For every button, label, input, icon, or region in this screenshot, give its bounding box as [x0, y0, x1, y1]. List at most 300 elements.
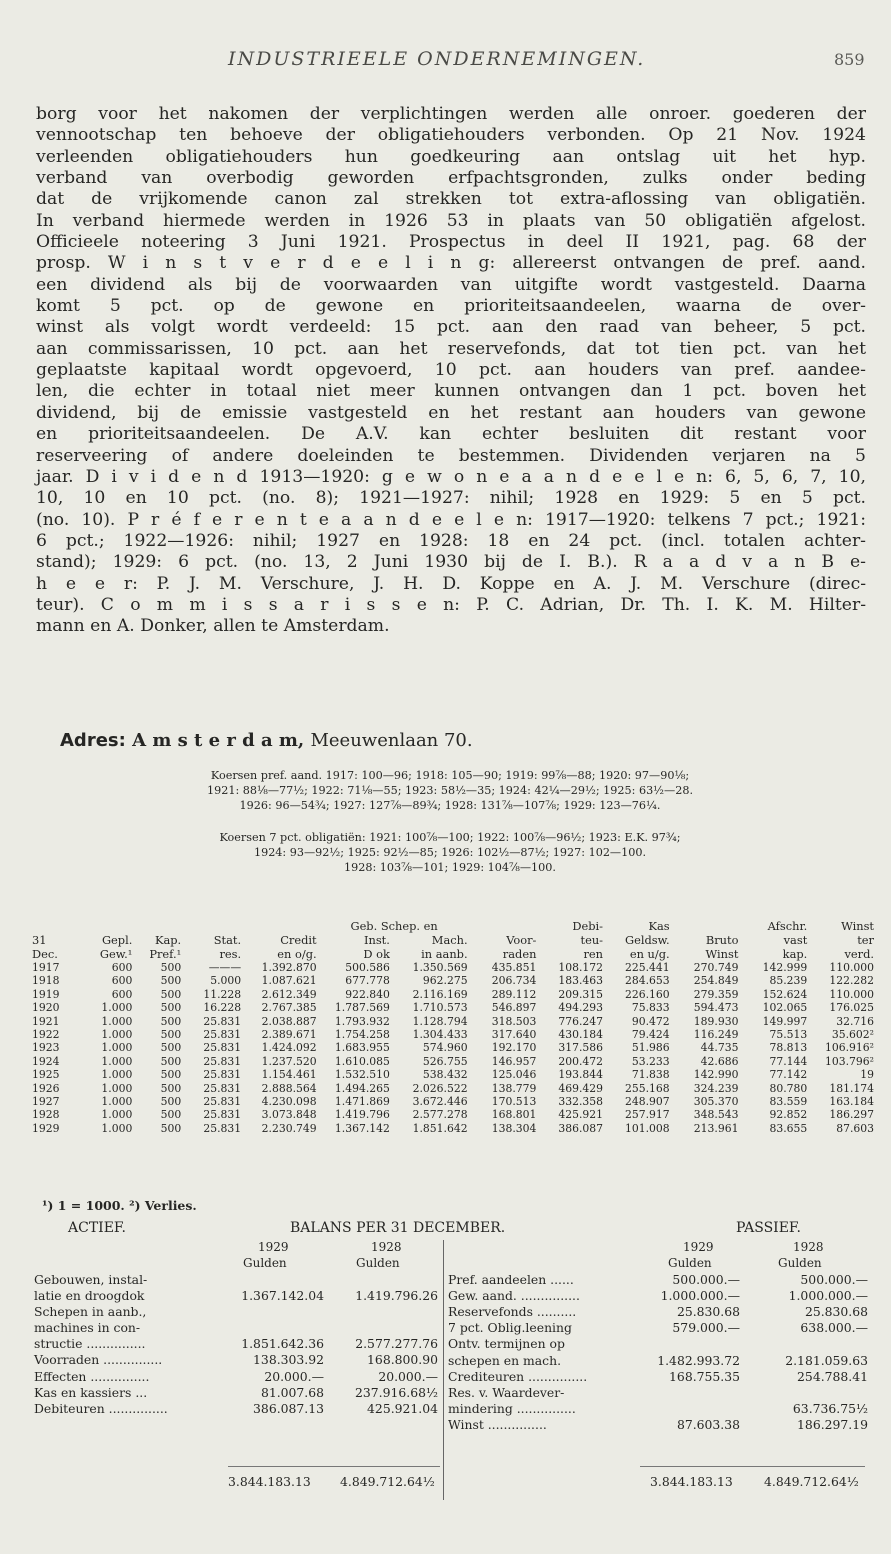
left-unit-1928: Gulden: [356, 1256, 400, 1270]
table-cell: 106.916²: [825, 1041, 874, 1055]
body-line: borg voor het nakomen der verplichtingen werden alle onroer. goederen der: [36, 104, 866, 124]
table-cell: 79.424: [631, 1028, 670, 1042]
balance-row-label: Reservefonds ..........: [448, 1304, 577, 1320]
table-cell: 83.655: [769, 1121, 808, 1135]
price-line: 1926: 96—54¾; 1927: 127⅞—89¾; 1928: 131⅞—107⅞; 1929: 123—76¼.: [239, 799, 661, 812]
table-cell: 16.228: [203, 1001, 242, 1015]
table-cell: 168.801: [491, 1108, 537, 1122]
balance-row-label: Winst ...............: [448, 1416, 547, 1432]
table-header-cell: Bruto: [705, 933, 739, 947]
table-cell: 110.000: [829, 961, 874, 974]
table-row: [30, 1028, 876, 1041]
table-header-cell: ter: [857, 933, 874, 947]
table-header-cell: Gepl.: [101, 933, 133, 947]
table-cell: 1.419.796: [334, 1108, 390, 1122]
table-row: [30, 1015, 876, 1028]
table-cell: 1920: [32, 1001, 60, 1015]
table-cell: 51.986: [631, 1041, 670, 1055]
left-year-1928: 1928: [371, 1240, 402, 1254]
balance-row-value-1929: 1.000.000.—: [660, 1288, 740, 1304]
balance-row-value-1928: 500.000.—: [800, 1272, 868, 1288]
table-cell: 3.073.848: [261, 1108, 317, 1122]
table-cell: 1.471.869: [334, 1095, 390, 1109]
table-cell: 1.793.932: [334, 1014, 390, 1028]
balance-row-value-1929: 168.755.35: [669, 1368, 740, 1384]
table-cell: 1.087.621: [261, 974, 317, 988]
table-cell: 600: [111, 987, 133, 1001]
table-row: [30, 961, 876, 974]
table-cell: 1917: [32, 961, 60, 974]
table-cell: 146.957: [491, 1054, 537, 1068]
balance-row-value-1929: 138.303.92: [253, 1352, 324, 1368]
table-cell: 116.249: [693, 1028, 739, 1042]
table-cell: 538.432: [422, 1068, 468, 1082]
table-header-cell: in aanb.: [421, 947, 468, 961]
balance-row: [448, 1417, 868, 1433]
right-unit-1929: Gulden: [668, 1256, 712, 1270]
body-line: prosp. W i n s t v e r d e e l i n g: allereerst ontvangen de pref. aand.: [36, 253, 866, 274]
table-cell: 1.683.955: [334, 1041, 390, 1055]
table-cell: 305.370: [693, 1095, 739, 1109]
table-cell: 546.897: [491, 1001, 537, 1015]
table-header-cell: Winst: [841, 919, 874, 933]
table-cell: 1.350.569: [412, 961, 468, 974]
table-cell: 500: [160, 974, 182, 988]
table-cell: 77.144: [769, 1054, 808, 1068]
table-cell: 142.990: [693, 1068, 739, 1082]
balance-actief-heading: ACTIEF.: [68, 1220, 126, 1236]
body-line: 10, 10 en 10 pct. (no. 8); 1921—1927: nihil; 1928 en 1929: 5 en 5 pct.: [36, 488, 866, 509]
address-city: A m s t e r d a m,: [132, 730, 305, 751]
table-cell: 1.237.520: [261, 1054, 317, 1068]
body-line: verleenden obligatiehouders hun goedkeuring aan ontslag uit het hyp.: [36, 146, 866, 167]
table-cell: 2.230.749: [261, 1121, 317, 1135]
table-row: [30, 974, 876, 987]
balance-row: [34, 1320, 442, 1336]
table-cell: 332.358: [558, 1095, 604, 1109]
table-cell: 1.000: [101, 1028, 133, 1042]
table-cell: 186.297: [829, 1108, 874, 1122]
table-cell: 87.603: [836, 1121, 874, 1135]
table-cell: 25.831: [203, 1108, 242, 1122]
table-cell: 25.831: [203, 1054, 242, 1068]
table-cell: 1.304.433: [412, 1028, 468, 1042]
table-header-cell: [134, 919, 183, 933]
table-cell: 138.304: [491, 1121, 537, 1135]
table-cell: 122.282: [829, 974, 874, 988]
balance-row-value-1928: 2.577.277.76: [355, 1336, 438, 1352]
body-line: dividend, bij de emissie vastgesteld en het restant aan houders van gewone: [36, 402, 866, 423]
table-header-cell: en u/g.: [629, 947, 670, 961]
table-cell: 83.559: [769, 1095, 808, 1109]
table-cell: 386.087: [558, 1121, 604, 1135]
table-cell: 1.754.258: [334, 1028, 390, 1042]
body-line: komt 5 pct. op de gewone en prioriteitsaandeelen, waarna de over-: [36, 296, 866, 317]
table-cell: 270.749: [693, 961, 739, 974]
table-row: [30, 1108, 876, 1121]
table-cell: 85.239: [769, 974, 808, 988]
table-cell: 500: [160, 1014, 182, 1028]
table-header-cell: Debi-: [572, 919, 604, 933]
table-cell: 255.168: [624, 1081, 670, 1095]
body-line: In verband hiermede werden in 1926 53 in plaats van 50 obligatiën afgelost.: [36, 210, 866, 231]
table-cell: 500: [160, 1121, 182, 1135]
table-cell: 1929: [32, 1121, 60, 1135]
table-header-cell: Credit: [280, 933, 317, 947]
table-cell: 53.233: [631, 1054, 670, 1068]
table-cell: 500: [160, 1095, 182, 1109]
share-prices-block: [30, 768, 870, 813]
table-cell: 44.735: [700, 1041, 739, 1055]
balance-row-label: latie en droogdok: [34, 1288, 145, 1304]
left-year-1929: 1929: [258, 1240, 289, 1254]
table-cell: 78.813: [769, 1041, 808, 1055]
table-row: [30, 1055, 876, 1068]
table-cell: 1.000: [101, 1001, 133, 1015]
table-cell: 500: [160, 1081, 182, 1095]
table-cell: 677.778: [345, 974, 390, 988]
table-cell: 1.000: [101, 1108, 133, 1122]
table-cell: 1918: [32, 974, 60, 988]
price-line: 1924: 93—92½; 1925: 92½—85; 1926: 102½—87½; 1927: 102—100.: [253, 846, 647, 859]
price-line: Koersen 7 pct. obligatiën: 1921: 100⅞—100; 1922: 100⅞—96½; 1923: E.K. 97¾;: [219, 831, 681, 844]
table-row: [30, 1122, 876, 1135]
balance-row-label: Schepen in aanb.,: [34, 1304, 147, 1320]
table-cell: 1.000: [101, 1081, 133, 1095]
table-cell: 142.999: [762, 961, 808, 974]
table-header-cell: [672, 919, 741, 933]
table-cell: 1925: [32, 1068, 60, 1082]
table-cell: 1924: [32, 1054, 60, 1068]
table-cell: 4.230.098: [261, 1095, 317, 1109]
balance-row: [448, 1369, 868, 1385]
balance-row-value-1928: 168.800.90: [367, 1352, 438, 1368]
balance-row-value-1928: 425.921.04: [367, 1400, 438, 1416]
table-cell: 192.170: [491, 1041, 537, 1055]
table-cell: 11.228: [203, 987, 242, 1001]
table-cell: 25.831: [203, 1014, 242, 1028]
table-cell: 25.831: [203, 1121, 242, 1135]
table-cell: 1.000: [101, 1014, 133, 1028]
balance-row: [34, 1369, 442, 1385]
balance-row-value-1929: 81.007.68: [260, 1384, 324, 1400]
address-street: Meeuwenlaan 70.: [310, 730, 473, 751]
table-cell: 102.065: [762, 1001, 808, 1015]
table-cell: 1923: [32, 1041, 60, 1055]
table-cell: 922.840: [345, 987, 390, 1001]
table-cell: 318.503: [491, 1014, 537, 1028]
balance-row-value-1929: 1.367.142.04: [241, 1288, 324, 1304]
table-cell: 206.734: [491, 974, 537, 988]
table-cell: 430.184: [558, 1028, 604, 1042]
table-cell: 183.463: [558, 974, 604, 988]
body-line: dat de vrijkomende canon zal strekken tot extra-aflossing van obligatiën.: [36, 189, 866, 210]
price-line: 1921: 88⅛—77½; 1922: 71⅛—55; 1923: 58½—35; 1924: 42¼—29½; 1925: 63½—28.: [206, 784, 694, 797]
body-line: Officieele noteering 3 Juni 1921. Prospectus in deel II 1921, pag. 68 der: [36, 232, 866, 253]
balance-divider: [443, 1240, 444, 1500]
table-cell: 213.961: [693, 1121, 739, 1135]
price-line: Koersen pref. aand. 1917: 100—96; 1918: 105—90; 1919: 99⅞—88; 1920: 97—90⅛;: [210, 769, 690, 782]
balance-row-label: mindering ...............: [448, 1400, 576, 1416]
table-header-cell: ren: [583, 947, 604, 961]
balance-row-label: Crediteuren ...............: [448, 1368, 588, 1384]
table-cell: 35.602²: [831, 1028, 874, 1042]
balance-row-value-1928: 1.419.796.26: [355, 1288, 438, 1304]
balance-row-value-1928: 254.788.41: [797, 1368, 868, 1384]
table-cell: 2.612.349: [261, 987, 317, 1001]
table-header-cell: 31: [32, 933, 47, 947]
body-line: 6 pct.; 1922—1926: nihil; 1927 en 1928: 18 en 24 pct. (incl. totalen achter-: [36, 530, 866, 551]
table-cell: 248.907: [624, 1095, 670, 1109]
table-cell: 32.716: [836, 1014, 874, 1028]
balance-row-label: structie ...............: [34, 1336, 146, 1352]
balance-row-label: Gew. aand. ...............: [448, 1288, 580, 1304]
table-cell: 500.586: [345, 961, 390, 974]
table-header-cell: teu-: [580, 933, 604, 947]
table-cell: 1922: [32, 1028, 60, 1042]
balance-row-value-1929: 87.603.38: [676, 1416, 740, 1432]
balance-row-value-1929: 579.000.—: [672, 1320, 740, 1336]
table-header-cell: Geldsw.: [624, 933, 670, 947]
table-header-cell: Geb. Schep. en: [350, 919, 438, 933]
table-row: [30, 1001, 876, 1014]
table-header-cell: Voor-: [506, 933, 537, 947]
table-cell: 101.008: [624, 1121, 670, 1135]
table-cell: 25.831: [203, 1028, 242, 1042]
right-total-1928: 4.849.712.64½: [764, 1474, 859, 1489]
table-cell: 42.686: [700, 1054, 739, 1068]
table-cell: 25.831: [203, 1068, 242, 1082]
left-total-1929: 3.844.183.13: [228, 1474, 311, 1489]
table-cell: 75.513: [769, 1028, 808, 1042]
table-cell: 108.172: [558, 961, 604, 974]
balance-row: [34, 1336, 442, 1352]
table-cell: 500: [160, 961, 182, 974]
balance-row: [34, 1304, 442, 1320]
address-label: Adres:: [60, 730, 126, 751]
body-line: jaar. D i v i d e n d 1913—1920: g e w o n e a a n d e e l e n: 6, 5, 6, 7, 10,: [36, 466, 866, 487]
table-header-cell: Dec.: [32, 947, 58, 961]
table-cell: 1.494.265: [334, 1081, 390, 1095]
table-cell: 92.852: [769, 1108, 808, 1122]
table-header-cell: [470, 919, 539, 933]
balance-row: [34, 1352, 442, 1368]
body-line: en prioriteitsaandeelen. De A.V. kan echter besluiten dit restant voor: [36, 424, 866, 445]
table-cell: 500: [160, 1108, 182, 1122]
table-cell: 1.000: [101, 1068, 133, 1082]
balance-row-label: Pref. aandeelen ......: [448, 1272, 574, 1288]
table-cell: 110.000: [829, 987, 874, 1001]
table-cell: 1926: [32, 1081, 60, 1095]
table-cell: 317.640: [491, 1028, 537, 1042]
table-cell: 1927: [32, 1095, 60, 1109]
table-cell: 526.755: [422, 1054, 468, 1068]
balance-row-value-1928: 63.736.75½: [792, 1400, 868, 1416]
table-cell: 25.831: [203, 1095, 242, 1109]
page-number: 859: [834, 50, 865, 69]
table-cell: 170.513: [491, 1095, 537, 1109]
table-cell: 1.367.142: [334, 1121, 390, 1135]
table-cell: 317.586: [558, 1041, 604, 1055]
table-cell: 2.389.671: [261, 1028, 317, 1042]
table-cell: 1.154.461: [261, 1068, 317, 1082]
body-line: teur). C o m m i s s a r i s s e n: P. C. Adrian, Dr. Th. I. K. M. Hilter-: [36, 594, 866, 615]
balance-row: [34, 1288, 442, 1304]
balance-row-value-1928: 2.181.059.63: [785, 1352, 868, 1368]
balance-row-value-1928: 25.830.68: [804, 1304, 868, 1320]
table-cell: 1.424.092: [261, 1041, 317, 1055]
address-line: [60, 730, 473, 751]
page-header-title: INDUSTRIEELE ONDERNEMINGEN.: [228, 48, 646, 70]
table-cell: 5.000: [210, 974, 242, 988]
table-cell: 348.543: [693, 1108, 739, 1122]
table-header-cell: D ok: [363, 947, 390, 961]
table-header-cell: verd.: [844, 947, 874, 961]
balance-row: [448, 1288, 868, 1304]
table-cell: 25.831: [203, 1081, 242, 1095]
balance-row-label: Kas en kassiers ...: [34, 1384, 148, 1400]
table-cell: 279.359: [693, 987, 739, 1001]
balance-row-value-1929: 1.482.993.72: [657, 1352, 740, 1368]
table-header-cell: Kap.: [154, 933, 182, 947]
bond-prices-block: [30, 830, 870, 875]
table-header-cell: raden: [502, 947, 537, 961]
body-line: mann en A. Donker, allen te Amsterdam.: [36, 616, 390, 637]
table-cell: 1.000: [101, 1121, 133, 1135]
balance-row: [34, 1385, 442, 1401]
table-header-cell: [243, 919, 318, 933]
table-cell: 1.000: [101, 1041, 133, 1055]
table-cell: 284.653: [624, 974, 670, 988]
table-cell: 1.392.870: [261, 961, 317, 974]
body-line: h e e r: P. J. M. Verschure, J. H. D. Koppe en A. J. M. Verschure (direc-: [36, 573, 866, 594]
table-cell: 500: [160, 987, 182, 1001]
table-header-row: [30, 947, 876, 961]
table-cell: 2.767.385: [261, 1001, 317, 1015]
balance-row-label: schepen en mach.: [448, 1352, 562, 1368]
table-cell: 209.315: [558, 987, 604, 1001]
balance-passief-heading: PASSIEF.: [736, 1220, 801, 1236]
right-total-rule: [640, 1466, 865, 1467]
table-header-cell: [81, 919, 134, 933]
table-header-cell: [183, 919, 243, 933]
table-cell: 1921: [32, 1014, 60, 1028]
table-header-row: [30, 933, 876, 947]
table-cell: 435.851: [491, 961, 537, 974]
table-cell: 19: [860, 1068, 874, 1082]
table-cell: 25.831: [203, 1041, 242, 1055]
table-cell: 200.472: [558, 1054, 604, 1068]
balance-actief-list: [34, 1272, 442, 1417]
table-cell: 1.787.569: [334, 1001, 390, 1015]
table-header-cell: Gew.¹: [99, 947, 133, 961]
price-line: 1928: 103⅞—101; 1929: 104⅞—100.: [344, 861, 556, 874]
table-cell: 594.473: [693, 1001, 739, 1015]
table-cell: 193.844: [558, 1068, 604, 1082]
table-cell: 469.429: [558, 1081, 604, 1095]
balance-row-label: Ontv. termijnen op: [448, 1336, 565, 1352]
table-cell: ———: [208, 961, 242, 974]
balance-row: [448, 1272, 868, 1288]
body-line: vennootschap ten behoeve der obligatiehouders verbonden. Op 21 Nov. 1924: [36, 125, 866, 146]
right-total-1929: 3.844.183.13: [650, 1474, 733, 1489]
right-year-1929: 1929: [683, 1240, 714, 1254]
right-year-1928: 1928: [793, 1240, 824, 1254]
table-cell: 103.796²: [825, 1054, 874, 1068]
balance-row: [448, 1336, 868, 1352]
table-header-cell: res.: [219, 947, 242, 961]
table-cell: 2.577.278: [412, 1108, 468, 1122]
left-unit-1929: Gulden: [243, 1256, 287, 1270]
table-cell: 500: [160, 1054, 182, 1068]
table-cell: 254.849: [693, 974, 739, 988]
balance-row-label: 7 pct. Oblig.leening: [448, 1320, 572, 1336]
left-total-rule: [228, 1466, 440, 1467]
table-row: [30, 988, 876, 1001]
table-cell: 226.160: [624, 987, 670, 1001]
table-row: [30, 1041, 876, 1054]
table-footnote: ¹) 1 = 1000. ²) Verlies.: [42, 1198, 197, 1213]
body-line: aan commissarissen, 10 pct. aan het reservefonds, dat tot tien pct. van het: [36, 338, 866, 359]
table-header-cell: Stat.: [213, 933, 242, 947]
table-cell: 574.960: [422, 1041, 468, 1055]
table-row: [30, 1082, 876, 1095]
table-cell: 1.851.642: [412, 1121, 468, 1135]
right-unit-1928: Gulden: [778, 1256, 822, 1270]
table-header-cell: kap.: [782, 947, 808, 961]
table-header-cell: Inst.: [363, 933, 390, 947]
table-header-cell: Winst: [705, 947, 739, 961]
table-header-row: [30, 919, 876, 933]
table-cell: 2.026.522: [412, 1081, 468, 1095]
balance-row-value-1928: 1.000.000.—: [788, 1288, 868, 1304]
balance-row-value-1929: 386.087.13: [253, 1400, 324, 1416]
balance-row: [448, 1401, 868, 1417]
table-cell: 1.000: [101, 1054, 133, 1068]
table-cell: 1.610.085: [334, 1054, 390, 1068]
table-cell: 90.472: [631, 1014, 670, 1028]
body-line: len, die echter in totaal niet meer kunnen ontvangen dan 1 pct. boven het: [36, 381, 866, 402]
body-line: reserveering of andere doeleinden te bestemmen. Dividenden verjaren na 5: [36, 445, 866, 466]
financial-table: [30, 919, 876, 1135]
table-cell: 324.239: [693, 1081, 739, 1095]
balance-row: [34, 1272, 442, 1288]
table-cell: 500: [160, 1041, 182, 1055]
table-cell: 181.174: [829, 1081, 874, 1095]
balance-row-value-1929: 500.000.—: [672, 1272, 740, 1288]
table-header-cell: Mach.: [431, 933, 468, 947]
left-total-1928: 4.849.712.64½: [340, 1474, 435, 1489]
balance-row: [448, 1256, 868, 1272]
table-cell: 257.917: [624, 1108, 670, 1122]
table-cell: 1.000: [101, 1095, 133, 1109]
balance-row-label: machines in con-: [34, 1320, 141, 1336]
table-cell: 125.046: [491, 1068, 537, 1082]
table-cell: 3.672.446: [412, 1095, 468, 1109]
table-header-cell: Pref.¹: [149, 947, 182, 961]
balance-row-label: Voorraden ...............: [34, 1352, 163, 1368]
balance-row-value-1928: 20.000.—: [378, 1368, 438, 1384]
balance-row: [448, 1320, 868, 1336]
table-header-cell: [30, 919, 81, 933]
body-line: verband van overbodig geworden erfpachtsgronden, zulks onder beding: [36, 168, 866, 189]
balance-row-value-1929: 1.851.642.36: [241, 1336, 324, 1352]
balance-title: BALANS PER 31 DECEMBER.: [290, 1220, 506, 1236]
table-header-cell: Afschr.: [767, 919, 808, 933]
table-cell: 962.275: [422, 974, 468, 988]
table-cell: 75.833: [631, 1001, 670, 1015]
table-cell: 425.921: [558, 1108, 604, 1122]
